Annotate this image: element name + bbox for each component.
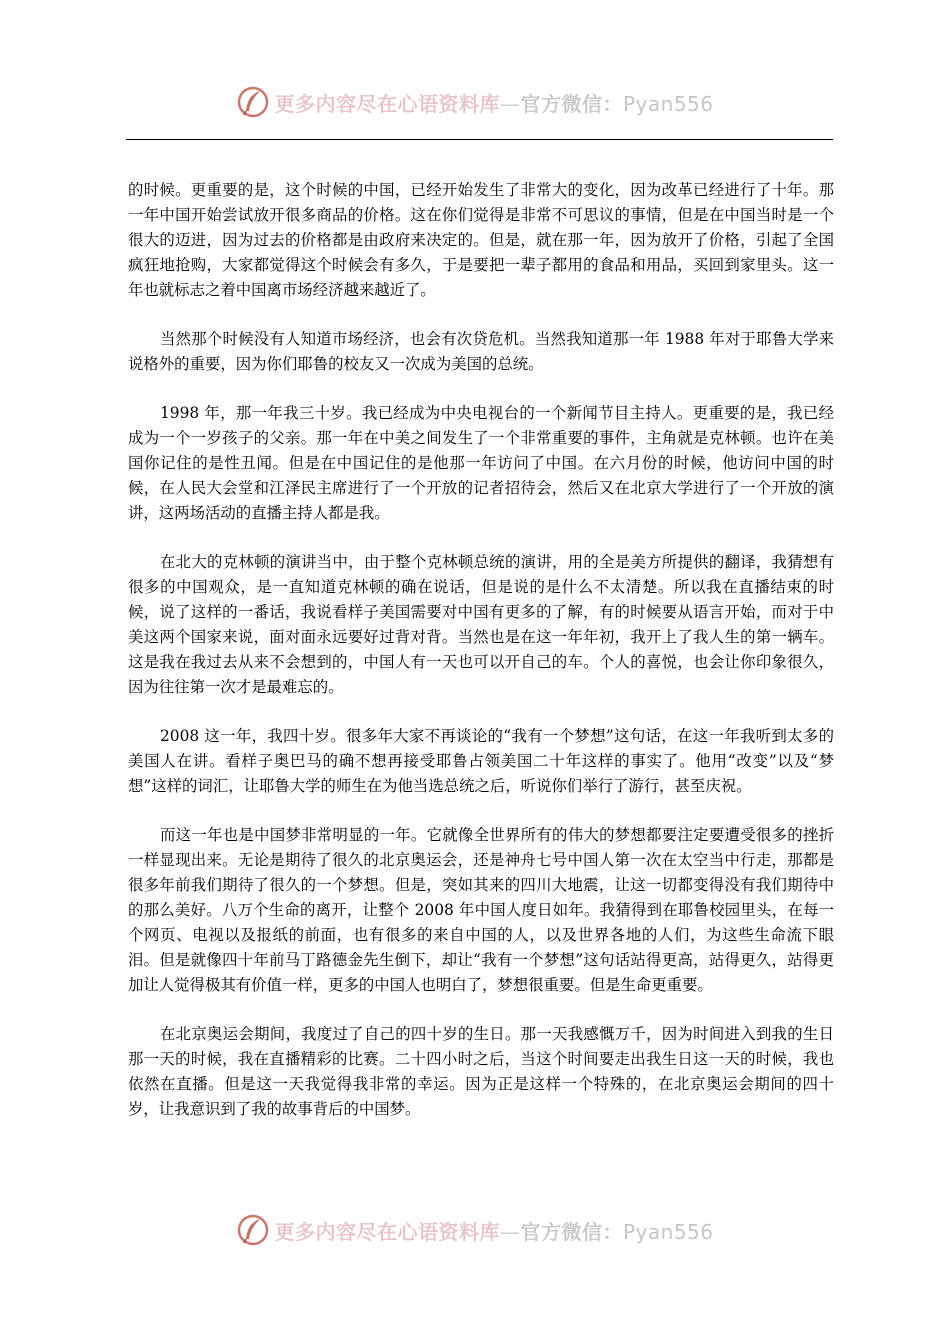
quill-pen-icon <box>236 85 270 119</box>
header-separator: — <box>499 91 521 116</box>
header-divider <box>126 139 833 140</box>
header-watermark-text <box>274 88 713 117</box>
document-body <box>128 178 834 1146</box>
header-wechat-id: Pyan556 <box>622 91 714 116</box>
paragraph: 而这一年也是中国梦非常明显的一年。它就像全世界所有的伟大的梦想都要注定要遭受很多的挫折一样显现出来。无论是期待了很久的北京奥运会，还是神舟七号中国人第一次在太空当中行走，那都是很多年前我们期待了很久的一个梦想。但是，突如其来的四川大地震，让这一切都变得没有我们期待中的那么美好。八万个生命的离开，让整个 2008 年中国人度日如年。我猜得到在耶鲁校园里头，在每一个网页、电视以及报纸的前面，也有很多的来自中国的人，以及世界各地的人们，为这些生命流下眼泪。但是就像四十年前马丁路德金先生倒下，却让“我有一个梦想”这句话站得更高，站得更久，站得更加让人觉得极其有价值一样，更多的中国人也明白了，梦想很重要。但是生命更重要。 <box>128 826 834 994</box>
footer-site-name: 更多内容尽在心语资料库 <box>274 1219 500 1244</box>
paragraph: 1998 年，那一年我三十岁。我已经成为中央电视台的一个新闻节目主持人。更重要的是，我已经成为一个一岁孩子的父亲。那一年在中美之间发生了一个非常重要的事件，主角就是克林顿。也许在美国你记住的是性丑闻。但是在中国记住的是他那一年访问了中国。在六月份的时候，他访问中国的时候，在人民大会堂和江泽民主席进行了一个开放的记者招待会，然后又在北京大学进行了一个开放的演讲，这两场活动的直播主持人都是我。 <box>128 404 834 522</box>
paragraph: 当然那个时候没有人知道市场经济，也会有次贷危机。当然我知道那一年 1988 年对于耶鲁大学来说格外的重要，因为你们耶鲁的校友又一次成为美国的总统。 <box>128 330 834 373</box>
paragraph: 2008 这一年，我四十岁。很多年大家不再谈论的“我有一个梦想”这句话，在这一年我听到太多的美国人在讲。看样子奥巴马的确不想再接受耶鲁占领美国二十年这样的事实了。他用“改变”以及“梦想”这样的词汇，让耶鲁大学的师生在为他当选总统之后，听说你们举行了游行，甚至庆祝。 <box>128 727 834 795</box>
footer-watermark <box>0 1208 950 1252</box>
paragraph: 的时候。更重要的是，这个时候的中国，已经开始发生了非常大的变化，因为改革已经进行了十年。那一年中国开始尝试放开很多商品的价格。这在你们觉得是非常不可思议的事情，但是在中国当时是一个很大的迈进，因为过去的价格都是由政府来决定的。但是，就在那一年，因为放开了价格，引起了全国疯狂地抢购，大家都觉得这个时候会有多久，于是要把一辈子都用的食品和用品，买回到家里头。这一年也就标志之着中国离市场经济越来越近了。 <box>128 181 834 299</box>
footer-separator: — <box>499 1219 521 1244</box>
footer-wechat-id: Pyan556 <box>622 1219 714 1244</box>
footer-wechat-label: 官方微信： <box>520 1219 623 1244</box>
footer-watermark-text <box>274 1216 713 1245</box>
paragraph: 在北大的克林顿的演讲当中，由于整个克林顿总统的演讲，用的全是美方所提供的翻译，我猜想有很多的中国观众，是一直知道克林顿的确在说话，但是说的是什么不太清楚。所以我在直播结束的时候，说了这样的一番话，我说看样子美国需要对中国有更多的了解，有的时候要从语言开始，而对于中美这两个国家来说，面对面永远要好过背对背。当然也是在这一年年初，我开上了我人生的第一辆车。这是我在我过去从来不会想到的，中国人有一天也可以开自己的车。个人的喜悦，也会让你印象很久，因为往往第一次才是最难忘的。 <box>128 553 834 696</box>
paragraph: 在北京奥运会期间，我度过了自己的四十岁的生日。那一天我感慨万千，因为时间进入到我的生日那一天的时候，我在直播精彩的比赛。二十四小时之后，当这个时间要走出我生日这一天的时候，我也依然在直播。但是这一天我觉得我非常的幸运。因为正是这样一个特殊的，在北京奥运会期间的四十岁，让我意识到了我的故事背后的中国梦。 <box>128 1025 834 1118</box>
header-watermark <box>0 80 950 124</box>
quill-pen-icon <box>236 1213 270 1247</box>
header-wechat-label: 官方微信： <box>520 91 623 116</box>
header-site-name: 更多内容尽在心语资料库 <box>274 91 500 116</box>
